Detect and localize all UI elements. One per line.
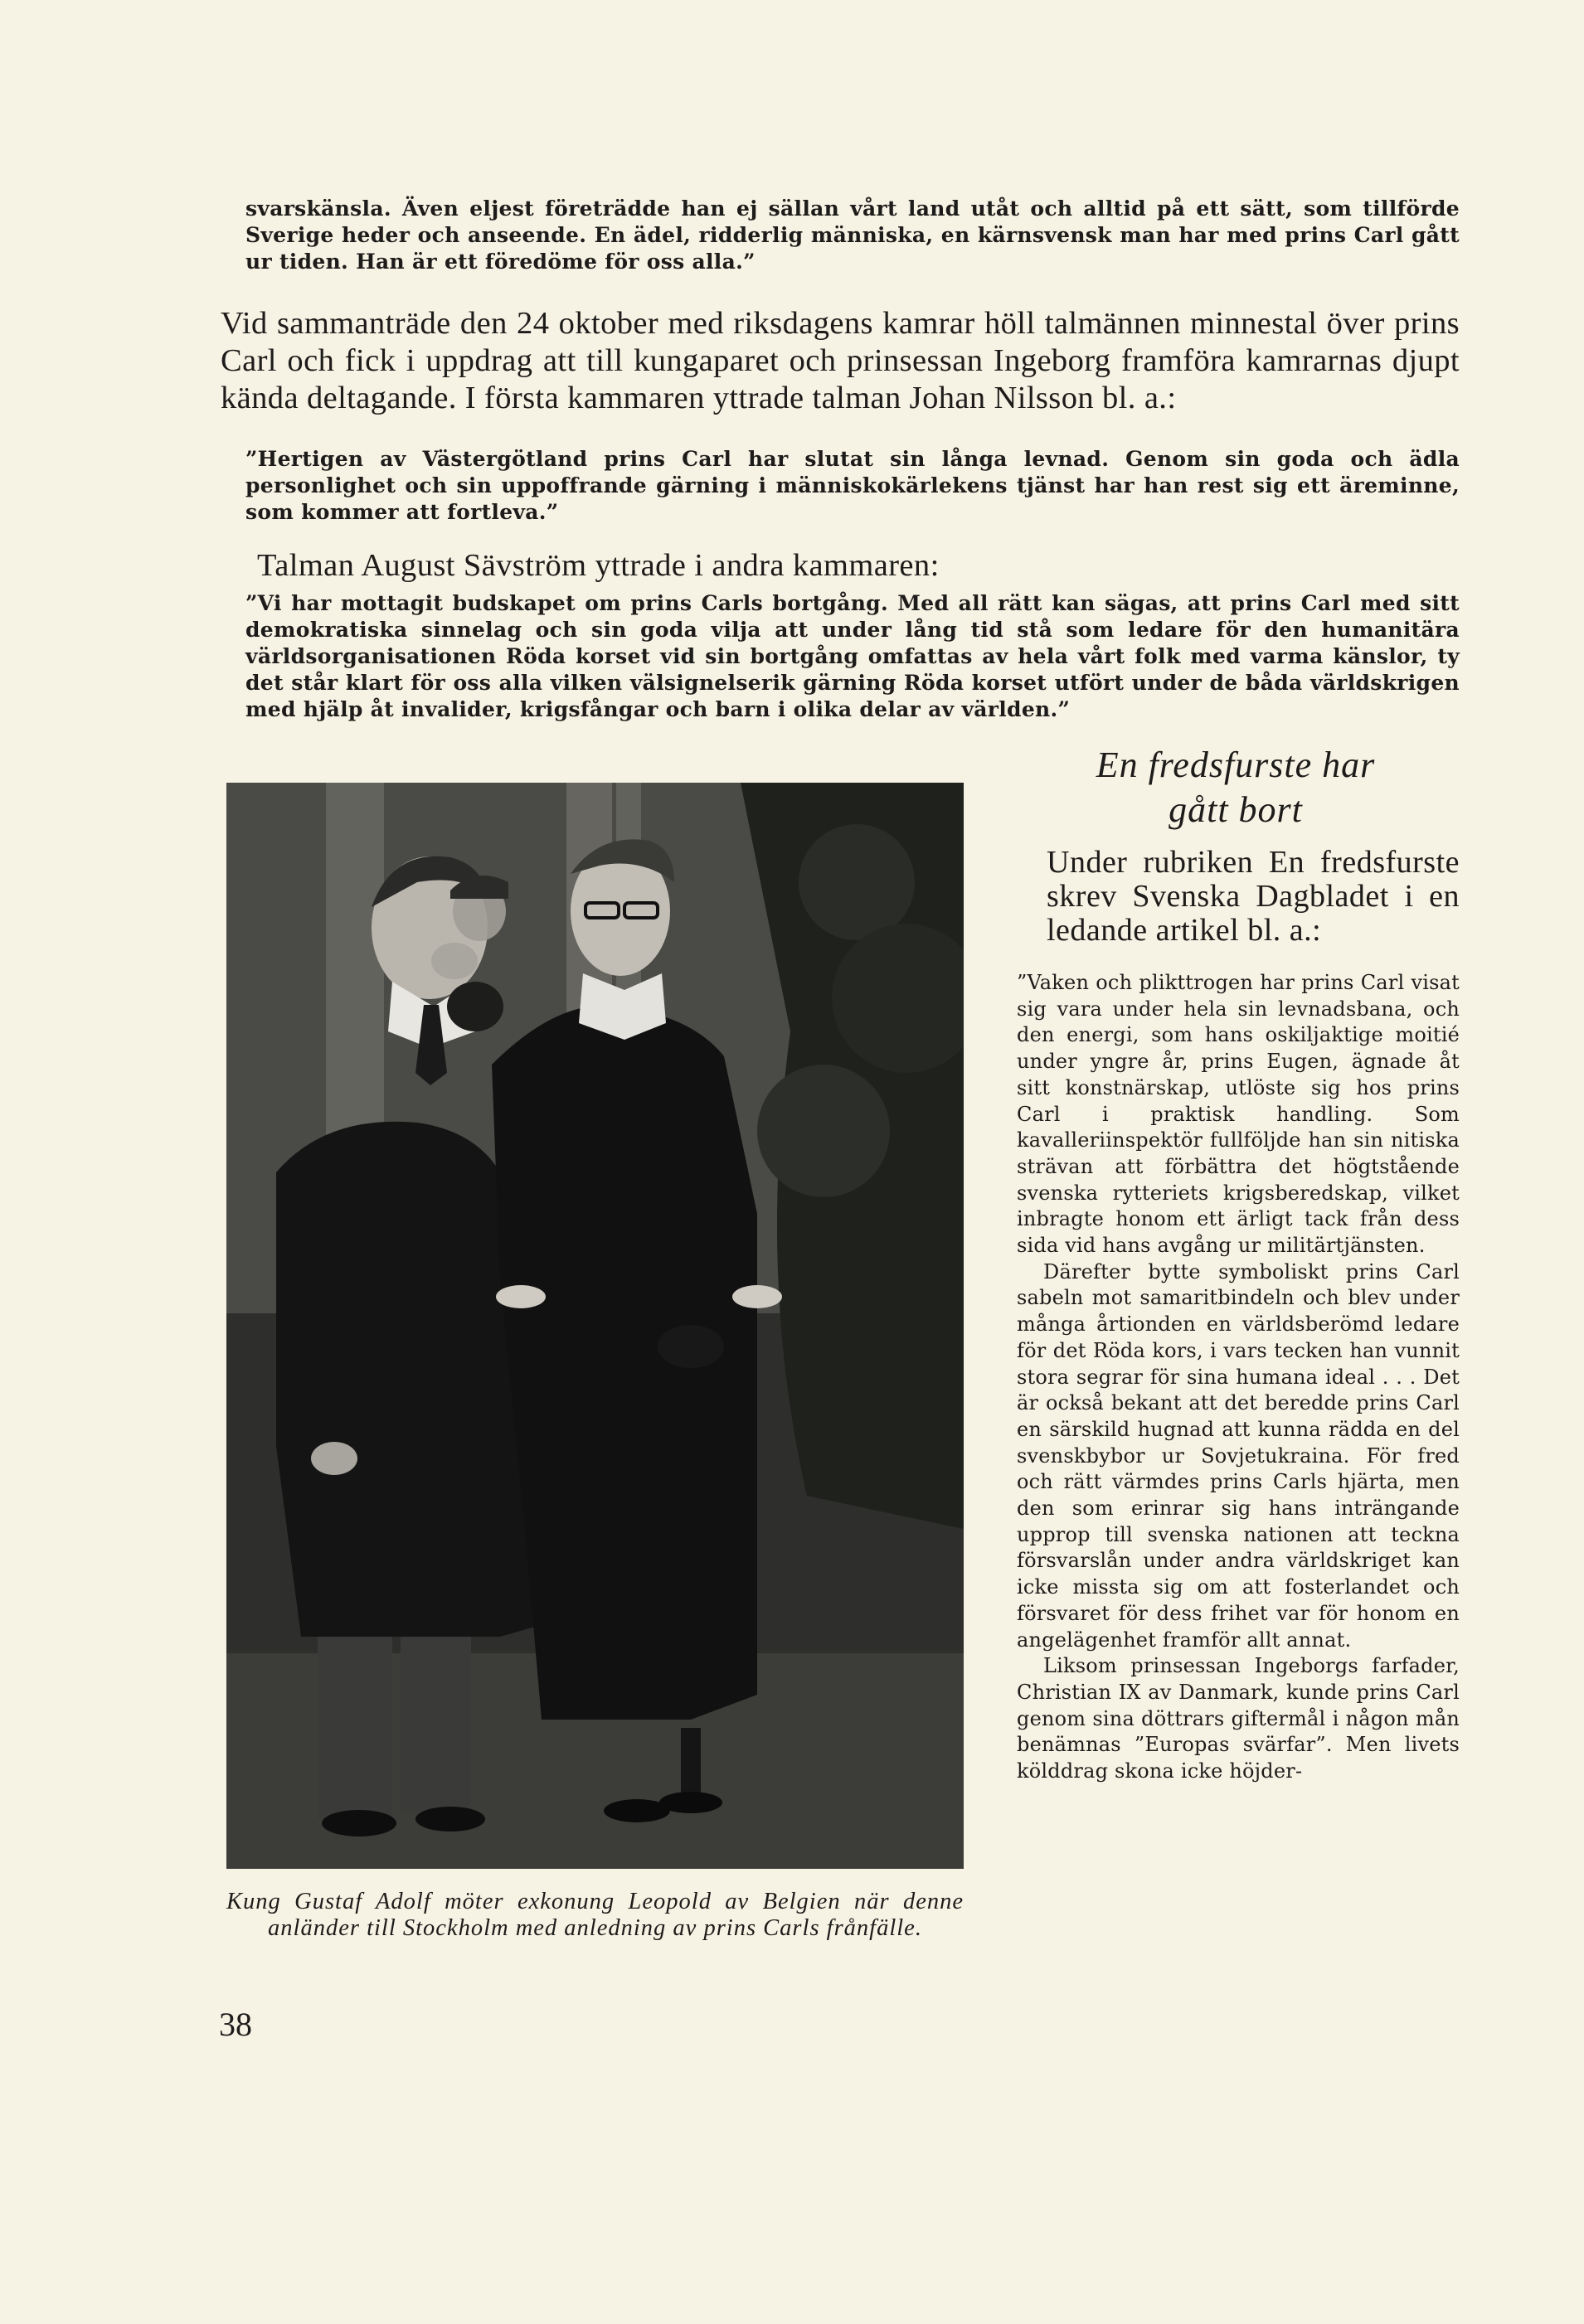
svd-paragraph: Därefter bytte symboliskt prins Carl sabeln mot samaritbindeln och blev under många årtionden en världsberömd ledare för det Röda kors, i vars tecken han vunnit stora segrar för sina humana ideal . . . Det är också bekant att det beredde prins Carl en särskild hugnad att kunna rädda en del svenskbybor ur Sovjetukraina. För fred och rätt värmdes prins Carls hjärta, men den som erinrar sig hans inträngande upprop till svenska nationen att teckna försvarslån under andra världskriget kan icke missta sig om att fosterlandet och försvaret för dess frihet var för honom en angelägenhet framför allt annat. bbox=[1017, 1259, 1460, 1652]
photo-caption: Kung Gustaf Adolf möter exkonung Leopold av Belgien när denne anländer till Stockholm med anledning av prins Carls frånfälle. bbox=[226, 1889, 964, 1941]
page-number: 38 bbox=[219, 2006, 252, 2043]
quote-savstrom: ”Vi har mottagit budskapet om prins Carls bortgång. Med all rätt kan sägas, att prins Carl med sitt demokratiska sinnelag och sin goda vilja att under lång tid stå som ledare för den humanitära världsorganisationen Röda korset vid sin bortgång omfattas av hela vårt folk med varma känslor, ty det står klart för oss alla vilken välsignelserik gärning Röda korset utfört under de båda världskrigen med hjälp åt invalider, krigsfångar och barn i olika delar av världen.” bbox=[245, 591, 1460, 721]
savstrom-heading: Talman August Sävström yttrade i andra kammaren: bbox=[257, 548, 940, 583]
photo-kings-meeting bbox=[226, 783, 964, 1869]
riksdag-paragraph: Vid sammanträde den 24 oktober med riksdagens kamrar höll talmännen minnestal över prins Carl och fick i uppdrag att till kungaparet och prinsessan Ingeborg framföra kamrarnas djupt kända deltagande. I första kammaren yttrade talman Johan Nilsson bl. a.: bbox=[221, 306, 1460, 415]
svd-quote-column bbox=[1017, 970, 1460, 1785]
side-intro: Under rubriken En fredsfurste skrev Svenska Dagbladet i en ledande artikel bl. a.: bbox=[1047, 845, 1460, 948]
svd-paragraph: Liksom prinsessan Ingeborgs farfader, Christian IX av Danmark, kunde prins Carl genom sina döttrars giftermål i någon mån benämnas ”Europas svärfar”. Men livets kölddrag skona icke höjder- bbox=[1017, 1654, 1460, 1783]
svd-paragraph: ”Vaken och plikttrogen har prins Carl visat sig vara under hela sin levnadsbana, och den energi, som hans oskiljaktige moitié under yngre år, prins Eugen, ägnade åt sitt konstnärskap, utlöste sig hos prins Carl i praktisk handling. Som kavalleriinspektör fullföljde han sin nitiska strävan att förbättra det högtstående svenska rytteriets krigsberedskap, vilket inbragte honom ett ärligt tack från dess sida vid hans avgång ur militärtjänsten. bbox=[1017, 971, 1460, 1258]
section-headline: En fredsfurste har gått bort bbox=[1096, 745, 1376, 830]
intro-paragraph: svarskänsla. Även eljest företrädde han ej sällan vårt land utåt och alltid på ett sätt, som tillförde Sverige heder och anseende. En ädel, ridderlig människa, en kärnsvensk man har med prins Carl gått ur tiden. Han är ett föredöme för oss alla.” bbox=[245, 196, 1460, 274]
photo-illustration bbox=[226, 783, 964, 1869]
quote-nilsson: ”Hertigen av Västergötland prins Carl har slutat sin långa levnad. Genom sin goda och ädla personlighet och sin uppoffrande gärning i människokärlekens tjänst har han rest sig ett äreminne, som kommer att fortleva.” bbox=[245, 447, 1460, 524]
